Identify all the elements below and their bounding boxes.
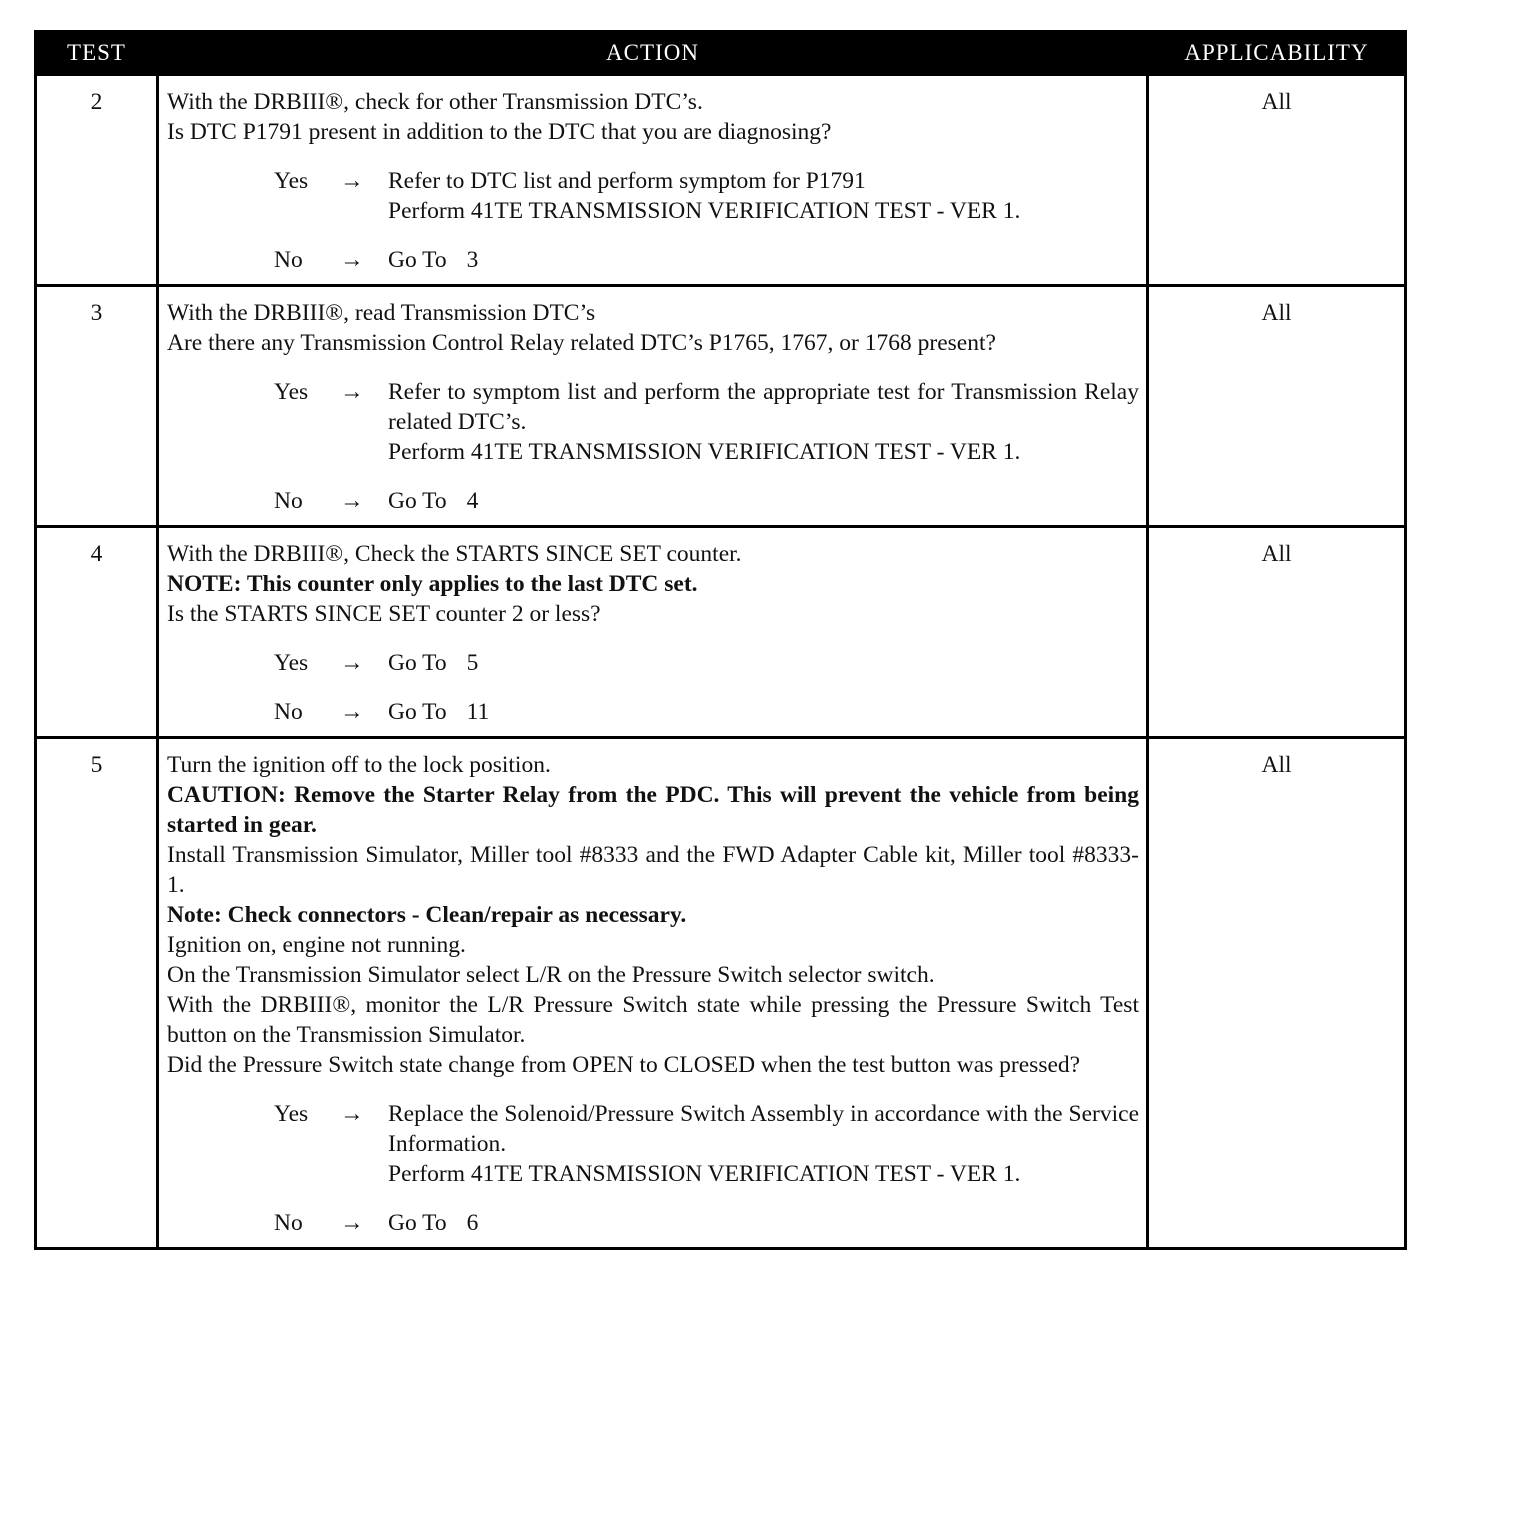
no-label: No xyxy=(274,699,303,725)
go-to-step: 4 xyxy=(466,488,479,514)
instruction-text: With the DRBIII®, read Transmission DTC’s xyxy=(167,300,596,326)
instruction-text: Turn the ignition off to the lock position. xyxy=(167,752,551,778)
applicability: All xyxy=(1148,738,1406,1249)
go-to-label: Go To xyxy=(388,650,447,676)
arrow-icon: → xyxy=(340,699,364,725)
no-result xyxy=(388,486,1139,516)
answer-options xyxy=(167,166,1139,275)
yes-result-line: Refer to symptom list and perform the appropriate test for Transmission Relay related DTC’s. xyxy=(388,379,1139,435)
instruction-text: Ignition on, engine not running. xyxy=(167,932,466,958)
no-label: No xyxy=(274,1210,303,1236)
header-test: TEST xyxy=(36,32,158,75)
go-to-label: Go To xyxy=(388,247,447,273)
note-text: Note: Check connectors - Clean/repair as necessary. xyxy=(167,902,687,928)
arrow-icon: → xyxy=(340,1101,364,1127)
test-row-3 xyxy=(36,286,1406,527)
applicability: All xyxy=(1148,286,1406,527)
yes-result xyxy=(388,648,1139,678)
instruction-text: Is the STARTS SINCE SET counter 2 or less? xyxy=(167,601,601,627)
go-to-step: 11 xyxy=(466,699,490,725)
applicability: All xyxy=(1148,527,1406,738)
no-option xyxy=(167,697,1139,727)
go-to-label: Go To xyxy=(388,1210,447,1236)
go-to-step: 6 xyxy=(466,1210,479,1236)
header-applicability: APPLICABILITY xyxy=(1148,32,1406,75)
go-to-step: 5 xyxy=(466,650,479,676)
instruction-text: Are there any Transmission Control Relay related DTC’s P1765, 1767, or 1768 present? xyxy=(167,330,996,356)
go-to-label: Go To xyxy=(388,488,447,514)
test-row-4 xyxy=(36,527,1406,738)
yes-option xyxy=(167,1099,1139,1189)
arrow-icon: → xyxy=(340,379,364,405)
test-row-2 xyxy=(36,75,1406,286)
arrow-icon: → xyxy=(340,650,364,676)
arrow-icon: → xyxy=(340,247,364,273)
no-result xyxy=(388,1208,1139,1238)
test-number: 5 xyxy=(36,738,158,1249)
instruction-text: Install Transmission Simulator, Miller tool #8333 and the FWD Adapter Cable kit, Miller tool #8333-1. xyxy=(167,842,1139,898)
yes-option xyxy=(167,166,1139,226)
arrow-icon: → xyxy=(340,488,364,514)
instruction-text: Is DTC P1791 present in addition to the DTC that you are diagnosing? xyxy=(167,119,832,145)
go-to-step: 3 xyxy=(466,247,479,273)
no-option xyxy=(167,245,1139,275)
answer-options xyxy=(167,377,1139,516)
go-to-label: Go To xyxy=(388,699,447,725)
note-text: CAUTION: Remove the Starter Relay from the PDC. This will prevent the vehicle from being started in gear. xyxy=(167,782,1139,838)
yes-result xyxy=(388,1099,1139,1189)
instruction-text: With the DRBIII®, Check the STARTS SINCE SET counter. xyxy=(167,541,742,567)
action-cell xyxy=(158,286,1148,527)
no-label: No xyxy=(274,247,303,273)
yes-result-line: Refer to DTC list and perform symptom for P1791 xyxy=(388,168,866,194)
action-cell xyxy=(158,527,1148,738)
action-cell xyxy=(158,75,1148,286)
test-number: 3 xyxy=(36,286,158,527)
no-label: No xyxy=(274,488,303,514)
no-result xyxy=(388,245,1139,275)
yes-label: Yes xyxy=(274,1101,309,1127)
yes-result-line: Perform 41TE TRANSMISSION VERIFICATION TEST - VER 1. xyxy=(388,439,1021,465)
yes-result-line: Replace the Solenoid/Pressure Switch Assembly in accordance with the Service Information. xyxy=(388,1101,1139,1157)
yes-label: Yes xyxy=(274,650,309,676)
arrow-icon: → xyxy=(340,168,364,194)
test-number: 2 xyxy=(36,75,158,286)
yes-option xyxy=(167,648,1139,678)
no-result xyxy=(388,697,1139,727)
yes-label: Yes xyxy=(274,379,309,405)
yes-result xyxy=(388,377,1139,467)
answer-options xyxy=(167,648,1139,727)
yes-result-line: Perform 41TE TRANSMISSION VERIFICATION TEST - VER 1. xyxy=(388,198,1021,224)
instruction-text: Did the Pressure Switch state change from OPEN to CLOSED when the test button was pressed? xyxy=(167,1052,1081,1078)
no-option xyxy=(167,486,1139,516)
note-text: NOTE: This counter only applies to the last DTC set. xyxy=(167,571,698,597)
yes-result xyxy=(388,166,1139,226)
answer-options xyxy=(167,1099,1139,1238)
instruction-text: With the DRBIII®, monitor the L/R Pressure Switch state while pressing the Pressure Switch Test button on the Transmission Simulator. xyxy=(167,992,1139,1048)
diagnostic-test-table xyxy=(34,30,1407,1250)
test-row-5 xyxy=(36,738,1406,1249)
header-action: ACTION xyxy=(158,32,1148,75)
diagnostic-procedure-sheet xyxy=(34,30,1404,1250)
test-number: 4 xyxy=(36,527,158,738)
header-row xyxy=(36,32,1406,75)
yes-option xyxy=(167,377,1139,467)
arrow-icon: → xyxy=(340,1210,364,1236)
yes-label: Yes xyxy=(274,168,309,194)
instruction-text: With the DRBIII®, check for other Transmission DTC’s. xyxy=(167,89,703,115)
instruction-text: On the Transmission Simulator select L/R on the Pressure Switch selector switch. xyxy=(167,962,935,988)
action-cell xyxy=(158,738,1148,1249)
applicability: All xyxy=(1148,75,1406,286)
yes-result-line: Perform 41TE TRANSMISSION VERIFICATION TEST - VER 1. xyxy=(388,1161,1021,1187)
no-option xyxy=(167,1208,1139,1238)
